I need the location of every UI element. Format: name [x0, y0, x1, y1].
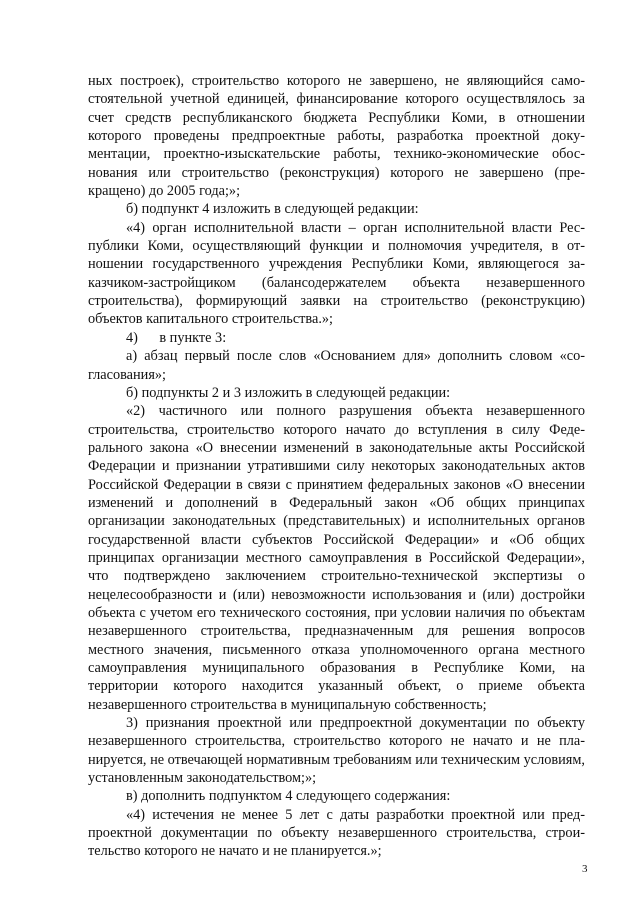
paragraph-subpoint-4-text: «4) орган исполнительной власти – орган исполнительной власти Республики Коми, осуществляющий функции и полномочия учредителя, в отношении государственного учреждения Республики Коми, являющегося заказчиком-застройщиком (балансодержателем объекта незавершенного строительства), формирующий заявки на строительство (реконструкцию) объектов капитального строительства.»;: [88, 219, 585, 328]
paragraph-new-subpoint-4-text: «4) истечения не менее 5 лет с даты разработки проектной или предпроектной документации по объекту незавершенного строительства, строительство которого не начато и не планируется.»;: [88, 806, 585, 860]
paragraph-subpoint-a: а) абзац первый после слов «Основанием для» дополнить словом «согласования»;: [88, 348, 585, 383]
paragraph-continuation: ных построек), строительство которого не завершено, не являющийся самостоятельной учетной единицей, финансирование которого осуществлялось за счет средств республиканского бюджета Республики Коми, в отношении которого проведены предпроектные работы, разработка проектной документации, проектно-изыскательские работы, технико-экономические обоснования или строительство (реконструкция) которого не завершено (прекращено) до 2005 года;»;: [88, 73, 585, 200]
paragraph-subpoint-b2-heading: б) подпункты 2 и 3 изложить в следующей редакции:: [126, 384, 451, 401]
paragraph-subpoint-3-text: 3) признания проектной или предпроектной документации по объекту незавершенного строительства, строительство которого не начато и не планируется, не отвечающей нормативным требованиям или техническим условиям, установленным законодательством;»;: [88, 715, 585, 787]
paragraph-subpoint-v-heading: в) дополнить подпунктом 4 следующего содержания:: [126, 788, 451, 805]
paragraph-subpoint-b-heading: б) подпункт 4 изложить в следующей редакции:: [126, 201, 419, 218]
paragraph-item-4-heading: 4) в пункте 3:: [126, 329, 227, 346]
page-number: 3: [582, 863, 588, 875]
paragraph-subpoint-2-text: «2) частичного или полного разрушения объекта незавершенного строительства, строительство которого начато до вступления в силу Федерального закона «О внесении изменений в законодательные акты Российской Федерации и признании утратившими силу некоторых законодательных актов Российской Федерации в связи с принятием федеральных законов «О внесении изменений и дополнений в Федеральный закон «Об общих принципах организации законодательных (представительных) и исполнительных органов государственной власти субъектов Российской Федерации» и «Об общих принципах организации местного самоуправления в Российской Федерации», что подтверждено заключением строительно-технической экспертизы о нецелесообразности и (или) невозможности использования и (или) достройки объекта с учетом его технического состояния, при условии наличия по объектам незавершенного строительства, предназначенным для решения вопросов местного значения, письменного отказа уполномоченного органа местного самоуправления муниципального образования в Республике Коми, на территории которого находится указанный объект, о приеме объекта незавершенного строительства в муниципальную собственность;: [88, 403, 585, 713]
document-body: [88, 72, 585, 861]
